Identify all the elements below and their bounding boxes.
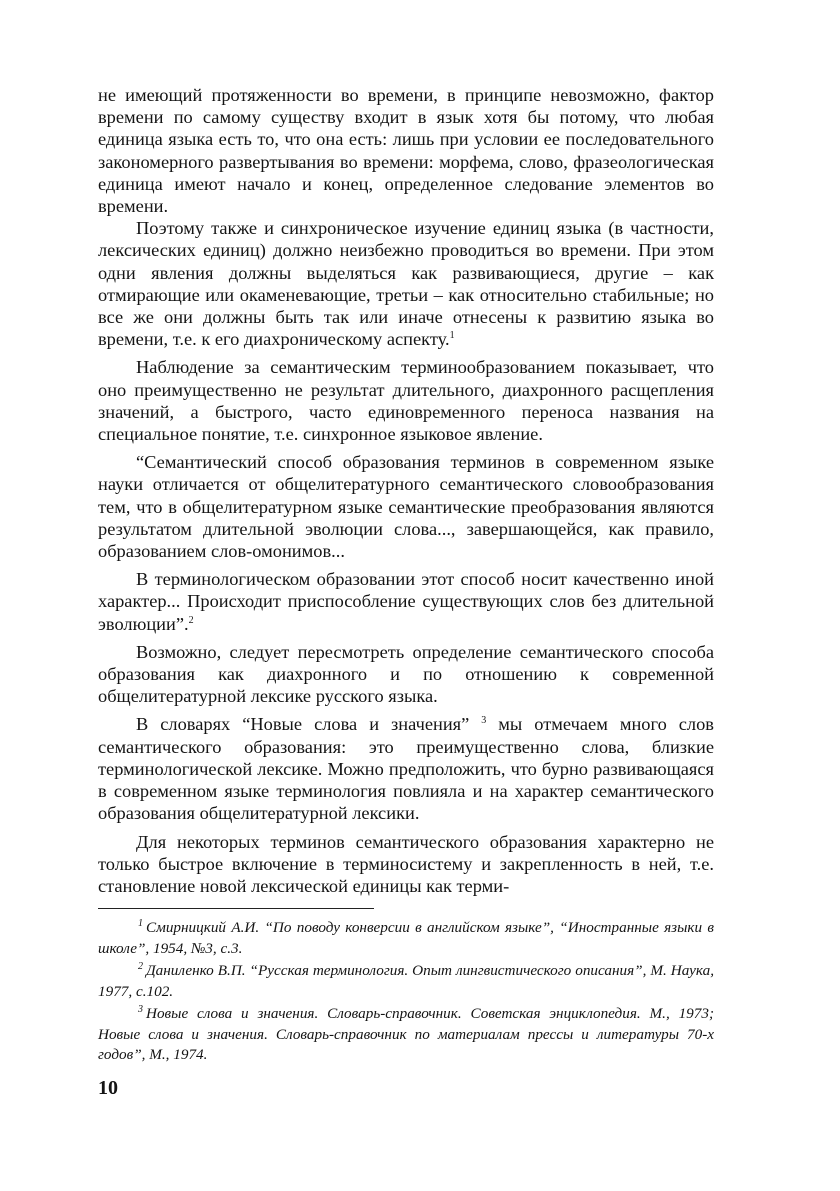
paragraph [98,641,714,708]
page-body [98,84,714,897]
paragraph-text: не имеющий протяженности во времени, в принципе невозможно, фактор времени по самому существу входит в язык хотя бы потому, что любая единица языка есть то, что она есть: лишь при условии ее последовательного закономерного развертывания во времени: морфема, слово, фразеологическая единица имеют начало и конец, определенное следование элементов во времени. [98,85,714,217]
footnote-text: Смирницкий А.И. “По поводу конверсии в английском языке”, “Иностранные языки в школе”, 1954, №3, с.3. [98,919,714,957]
footnote-ref: 2 [188,614,194,626]
footnote [98,1004,714,1066]
footnote-ref: 3 [481,715,487,727]
paragraph-text: мы отмечаем много слов семантического образования: это преимущественно слова, близкие терминологической лексике. Можно предположить, что бурно развивающаяся в современном языке терминология повлияла и на характер семантического образования общелитературной лексики. [98,714,714,824]
quotation [98,451,714,635]
paragraph [98,217,714,350]
footnote-text: Новые слова и значения. Словарь-справочник. Советская энциклопедия. М., 1973; Новые слова и значения. Словарь-справочник по материалам прессы и литературы 70-х годов”, М., 1974. [98,1005,714,1063]
footnote-ref: 1 [449,330,455,342]
paragraph-text: Наблюдение за семантическим терминообразованием показывает, что оно преимущественно не результат длительного, диахронного расщепления значений, а быстрого, часто единовременного переноса названия на специальное понятие, т.е. синхронное языковое явление. [98,357,714,445]
main-text [98,84,714,897]
paragraph [98,356,714,445]
paragraph-continuation [98,84,714,217]
quote-paragraph [98,568,714,635]
quote-paragraph [98,451,714,562]
footnote-mark: 1 [138,917,143,929]
footnote-mark: 2 [138,960,143,972]
paragraph-text: Поэтому также и синхроническое изучение единиц языка (в частности, лексических единиц) должно неизбежно проводиться во времени. При этом одни явления должны выделяться как развивающиеся, другие – как отмирающие или окаменевающие, третьи – как относительно стабильные; но все же они должны быть так или иначе отнесены к развитию языка во времени, т.е. к его диахроническому аспекту. [98,218,714,350]
paragraph [98,831,714,898]
footnote [98,918,714,959]
paragraph-text: Для некоторых терминов семантического образования характерно не только быстрое включение в терминосистему и закрепленность в ней, т.е. становление новой лексической единицы как терми- [98,831,714,896]
paragraph-text: Возможно, следует пересмотреть определение семантического способа образования как диахронного и по отношению к современной общелитературной лексике русского языка. [98,641,714,707]
footnote [98,961,714,1002]
footnote-mark: 3 [138,1003,143,1015]
paragraph-text: “Семантический способ образования терминов в современном языке науки отличается от общелитературного семантического словообразования тем, что в общелитературном языке семантические преобразования являются результатом длительной эволюции слова..., завершающейся, как правило, образованием слов-омонимов... [98,452,714,562]
page-number: 10 [98,1077,118,1099]
paragraph-text: В словарях “Новые слова и значения” [136,714,470,735]
footnote-text: Даниленко В.П. “Русская терминология. Опыт лингвистического описания”, М. Наука, 1977, с.102. [98,962,714,1000]
paragraph [98,713,714,824]
footnotes [98,918,714,1068]
paragraph-text: В терминологическом образовании этот способ носит качественно иной характер... Происходит приспособление существующих слов без длительной эволюции”. [98,569,714,634]
footnote-divider [98,908,374,909]
